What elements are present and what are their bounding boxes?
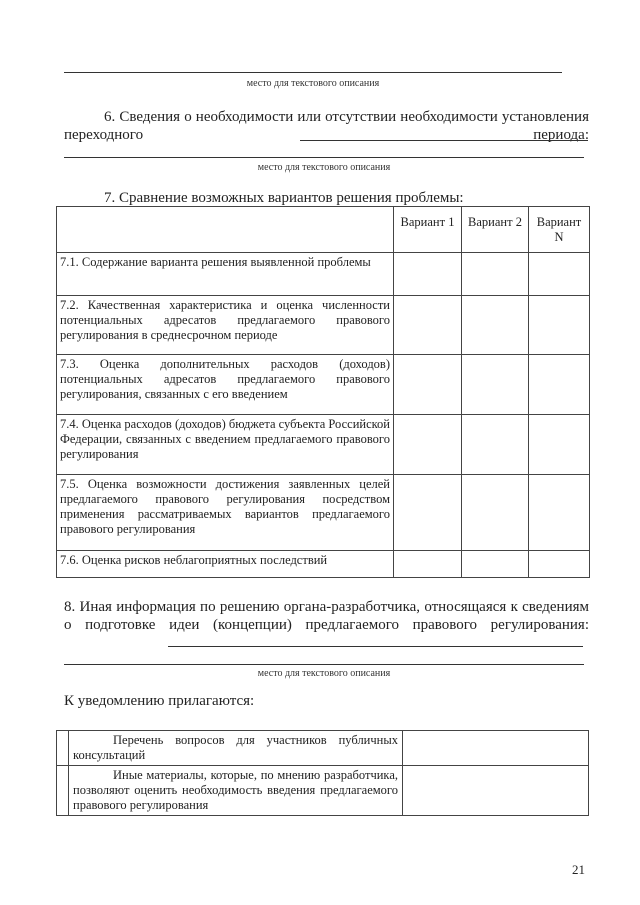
table-cell — [529, 355, 590, 415]
text-description-line-2 — [64, 157, 584, 158]
attachment-item: Иные материалы, которые, по мнению разработчика, позволяют оценить необходимость введения предлагаемого правового регулирования — [69, 766, 403, 816]
table-cell — [403, 766, 589, 816]
table-cell — [394, 551, 462, 578]
table-cell — [394, 355, 462, 415]
table-row — [57, 296, 590, 355]
table-cell — [394, 253, 462, 296]
section-6-body: 6. Сведения о необходимости или отсутствии необходимости установления переходного периода: — [64, 109, 589, 143]
row-criterion: 7.2. Качественная характеристика и оценка численности потенциальных адресатов предлагаемого правового регулирования в среднесрочном периоде — [57, 296, 394, 355]
section-6-fill-line — [300, 140, 588, 141]
row-criterion: 7.6. Оценка рисков неблагоприятных последствий — [57, 551, 394, 578]
table-cell — [462, 415, 529, 475]
row-criterion: 7.5. Оценка возможности достижения заявленных целей предлагаемого правового регулирования посредством применения рассматриваемых вариантов предлагаемого правового регулирования — [57, 475, 394, 551]
table-cell — [529, 296, 590, 355]
comparison-table — [56, 206, 590, 578]
table-header-row — [57, 207, 590, 253]
table-cell — [394, 296, 462, 355]
table-row — [57, 415, 590, 475]
attachments-heading: К уведомлению прилагаются: — [64, 693, 255, 709]
table-row — [57, 766, 589, 816]
table-cell — [462, 296, 529, 355]
column-header: Вариант 2 — [462, 207, 529, 253]
caption-1: место для текстового описания — [246, 78, 380, 89]
section-6-text — [64, 108, 589, 144]
table-cell — [462, 355, 529, 415]
table-row — [57, 253, 590, 296]
table-cell — [529, 415, 590, 475]
section-7-heading: 7. Сравнение возможных вариантов решения проблемы: — [104, 190, 464, 206]
column-header: Вариант 1 — [394, 207, 462, 253]
table-row — [57, 731, 589, 766]
table-cell — [394, 415, 462, 475]
section-8-fill-line — [168, 646, 583, 647]
attachment-item: Перечень вопросов для участников публичных консультаций — [69, 731, 403, 766]
table-row — [57, 551, 590, 578]
table-cell — [57, 766, 69, 816]
table-cell — [462, 253, 529, 296]
row-criterion: 7.4. Оценка расходов (доходов) бюджета субъекта Российской Федерации, связанных с введением предлагаемого правового регулирования — [57, 415, 394, 475]
table-cell — [462, 475, 529, 551]
caption-3: место для текстового описания — [257, 668, 391, 679]
table-cell — [462, 551, 529, 578]
row-criterion: 7.1. Содержание варианта решения выявленной проблемы — [57, 253, 394, 296]
text-description-line-3 — [64, 664, 584, 665]
table-cell — [529, 551, 590, 578]
header-empty-cell — [57, 207, 394, 253]
table-row — [57, 355, 590, 415]
table-cell — [529, 253, 590, 296]
table-cell — [529, 475, 590, 551]
table-cell — [57, 731, 69, 766]
table-cell — [403, 731, 589, 766]
table-cell — [394, 475, 462, 551]
attachments-table — [56, 730, 589, 816]
page-number: 21 — [572, 862, 585, 877]
table-row — [57, 475, 590, 551]
section-8-text — [64, 598, 589, 634]
section-8-body: 8. Иная информация по решению органа-разработчика, относящаяся к сведениям о подготовке идеи (концепции) предлагаемого правового регулирования: — [64, 599, 589, 633]
column-header: Вариант N — [529, 207, 590, 253]
row-criterion: 7.3. Оценка дополнительных расходов (доходов) потенциальных адресатов предлагаемого правового регулирования, связанных с его введением — [57, 355, 394, 415]
caption-2: место для текстового описания — [257, 162, 391, 173]
text-description-line-1 — [64, 72, 562, 73]
